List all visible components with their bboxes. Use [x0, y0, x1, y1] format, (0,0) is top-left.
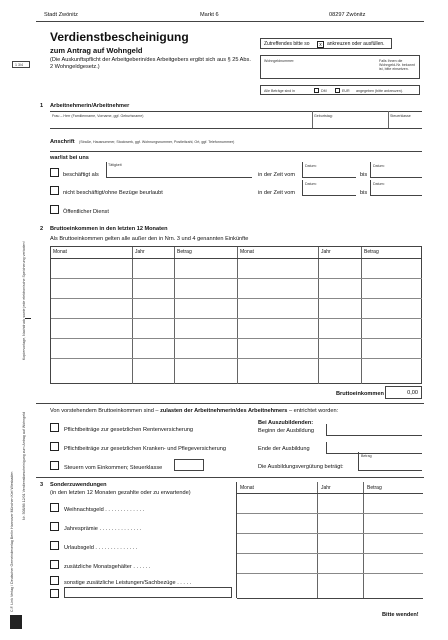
anschrift-field[interactable] — [50, 137, 422, 151]
monatsgehaelter-label: zusätzliche Monatsgehälter . . . . . . — [64, 564, 151, 570]
monatsgehaelter-checkbox[interactable] — [50, 560, 59, 569]
section2-note: Als Bruttoeinkommen gelten alle außer den in Nrn. 3 und 4 genannten Einkünfte — [50, 236, 249, 242]
steuern-checkbox[interactable] — [50, 461, 59, 470]
nicht-beschaeftigt-label: nicht beschäftigt/ohne Bezüge beurlaubt — [63, 190, 163, 196]
steuerklasse-label: Steuerklasse — [390, 114, 411, 118]
sonstige-label: sonstige zusätzliche Leistungen/Sachbezüge . . . . . — [64, 580, 192, 586]
deductions-intro: Von vorstehendem Bruttoeinkommen sind – zulasten der Arbeitnehmerin/des Arbeitnehmers – entrichtet worden: — [50, 408, 339, 414]
zeit-vom-2: in der Zeit vom — [258, 190, 295, 196]
geburtstag-label: Geburtstag: — [314, 114, 333, 118]
section2-number: 2 — [40, 226, 44, 232]
steuern-label: Steuern vom Einkommen; Steuerklasse — [64, 465, 163, 471]
intro-text: (Die Auskunftspflicht der Arbeitgeberin/des Arbeitgebers ergibt sich aus § 25 Abs. 2 Wohngeldgesetz.) — [50, 57, 251, 70]
wohngeld-nr-note: Falls Ihnen die Wohngeld-Nr. bekannt ist, bitte einsetzen. — [379, 59, 415, 72]
section3-note: (in den letzten 12 Monaten gezahlte oder zu erwartende) — [50, 490, 191, 496]
dm-label: DM — [321, 89, 327, 93]
bis-datum-2[interactable]: Datum: — [370, 180, 422, 196]
wohngeld-nr-label: Wohngeldnummer: — [264, 59, 295, 63]
col-betrag-2: Betrag — [364, 249, 379, 255]
sonder-col-jahr: Jahr — [321, 485, 331, 491]
col-jahr-1: Jahr — [135, 249, 145, 255]
sonstige-checkbox[interactable] — [50, 576, 59, 585]
section1-number: 1 — [40, 103, 44, 109]
azubi-pay-label: Die Ausbildungsvergütung beträgt: — [258, 464, 344, 470]
eur-checkbox[interactable] — [335, 88, 340, 93]
azubi-begin-label: Beginn der Ausbildung — [258, 428, 314, 434]
publisher-logo — [10, 615, 22, 629]
header-city: 08297 Zwönitz — [329, 12, 366, 18]
instruction-box — [260, 38, 392, 49]
azubi-pay-field[interactable]: Betrag — [358, 452, 422, 471]
currency-post: angegeben (bitte ankreuzen). — [356, 89, 403, 93]
col-monat-1: Monat — [53, 249, 67, 255]
instruction-x-mark: x — [317, 41, 324, 48]
bitte-wenden: Bitte wenden! — [382, 612, 419, 618]
margin-code: 1 3/4 — [15, 63, 23, 67]
fold-mark — [25, 318, 31, 319]
sonder-table — [236, 482, 422, 598]
page-title: Verdienstbescheinigung — [50, 30, 189, 44]
side-text-lower: C.F. Link Verlag / Deutscher Gemeindeverlag Berlin Hannover München Kiel Wiesbaden — [10, 471, 14, 612]
urlaubsgeld-label: Urlaubsgeld . . . . . . . . . . . . . . — [64, 545, 138, 551]
section1-title: Arbeitnehmerin/Arbeitnehmer — [50, 103, 130, 109]
bis-2: bis — [360, 190, 368, 196]
urlaubsgeld-checkbox[interactable] — [50, 541, 59, 550]
instruction-post: ankreuzen oder ausfüllen. — [327, 41, 385, 47]
header-street: Markt 6 — [200, 12, 219, 18]
col-jahr-2: Jahr — [321, 249, 331, 255]
extra-checkbox[interactable] — [50, 589, 59, 598]
war-ist-label: war/ist bei uns — [50, 155, 89, 161]
header-office: Stadt Zwönitz — [44, 12, 78, 18]
col-betrag-1: Betrag — [177, 249, 192, 255]
jahrespraemie-label: Jahresprämie . . . . . . . . . . . . . . — [64, 526, 142, 532]
side-text-middle: Nr. 508/86 12/01 Verdienstbescheinigung zum Antrag auf Wohngeld — [22, 411, 26, 520]
eur-label: EUR — [342, 89, 350, 93]
oeffentlich-label: Öffentlicher Dienst — [63, 209, 109, 215]
weihnachtsgeld-label: Weihnachtsgeld . . . . . . . . . . . . . — [64, 507, 145, 513]
von-datum-1[interactable]: Datum: — [302, 162, 356, 178]
name-label: Frau – Herr (Familienname, Vorname, ggf. Geburtsname) — [52, 114, 144, 118]
instruction-pre: Zutreffendes bitte so — [264, 41, 310, 47]
extra-field[interactable] — [64, 587, 232, 598]
rente-label: Pflichtbeiträge zur gesetzlichen Rentenversicherung — [64, 427, 194, 433]
jahrespraemie-checkbox[interactable] — [50, 522, 59, 531]
wohngeld-nr-box[interactable] — [260, 55, 420, 79]
brutto-total-field[interactable]: 0,00 — [385, 386, 422, 399]
azubi-begin-field[interactable] — [326, 424, 422, 436]
name-field[interactable] — [50, 111, 310, 128]
brutto-total-label: Bruttoeinkommen — [336, 391, 384, 397]
taetigkeit-label: Tätigkeit — [108, 163, 122, 167]
azubi-end-label: Ende der Ausbildung — [258, 446, 310, 452]
nicht-beschaeftigt-checkbox[interactable] — [50, 186, 59, 195]
beschaeftigt-checkbox[interactable] — [50, 168, 59, 177]
rente-checkbox[interactable] — [50, 423, 59, 432]
sonder-col-betrag: Betrag — [367, 485, 382, 491]
dm-checkbox[interactable] — [314, 88, 319, 93]
income-table — [50, 246, 422, 384]
bis-1: bis — [360, 172, 368, 178]
col-monat-2: Monat — [240, 249, 254, 255]
kranken-checkbox[interactable] — [50, 442, 59, 451]
beschaeftigt-label: beschäftigt als — [63, 172, 99, 178]
bis-datum-1[interactable]: Datum: — [370, 162, 422, 178]
anschrift-label: Anschrift (Straße, Hausnummer, Stockwerk, ggf. Wohnungsnummer, Postleitzahl, Ort, ggf. Telefonnummer) — [50, 139, 235, 145]
section3-title: Sonderzuwendungen — [50, 482, 107, 488]
zeit-vom-1: in der Zeit vom — [258, 172, 295, 178]
side-text-upper: Kopiervorlage, Nachdruck sowie jede elektronische Speicherung verboten! — [22, 241, 26, 360]
azubi-title: Bei Auszubildenden: — [258, 420, 314, 426]
oeffentlich-checkbox[interactable] — [50, 205, 59, 214]
page-subtitle: zum Antrag auf Wohngeld — [50, 46, 143, 55]
steuerklasse-field[interactable] — [174, 459, 204, 471]
section3-number: 3 — [40, 482, 44, 488]
weihnachtsgeld-checkbox[interactable] — [50, 503, 59, 512]
currency-pre: Alle Beträge sind in — [264, 89, 295, 93]
sonder-col-monat: Monat — [240, 485, 254, 491]
taetigkeit-field[interactable] — [106, 162, 252, 178]
von-datum-2[interactable]: Datum: — [302, 180, 356, 196]
margin-code-box — [12, 61, 30, 68]
kranken-label: Pflichtbeiträge zur gesetzlichen Kranken- und Pflegeversicherung — [64, 446, 227, 452]
currency-row — [260, 85, 420, 95]
section2-title: Bruttoeinkommen in den letzten 12 Monaten — [50, 226, 168, 232]
